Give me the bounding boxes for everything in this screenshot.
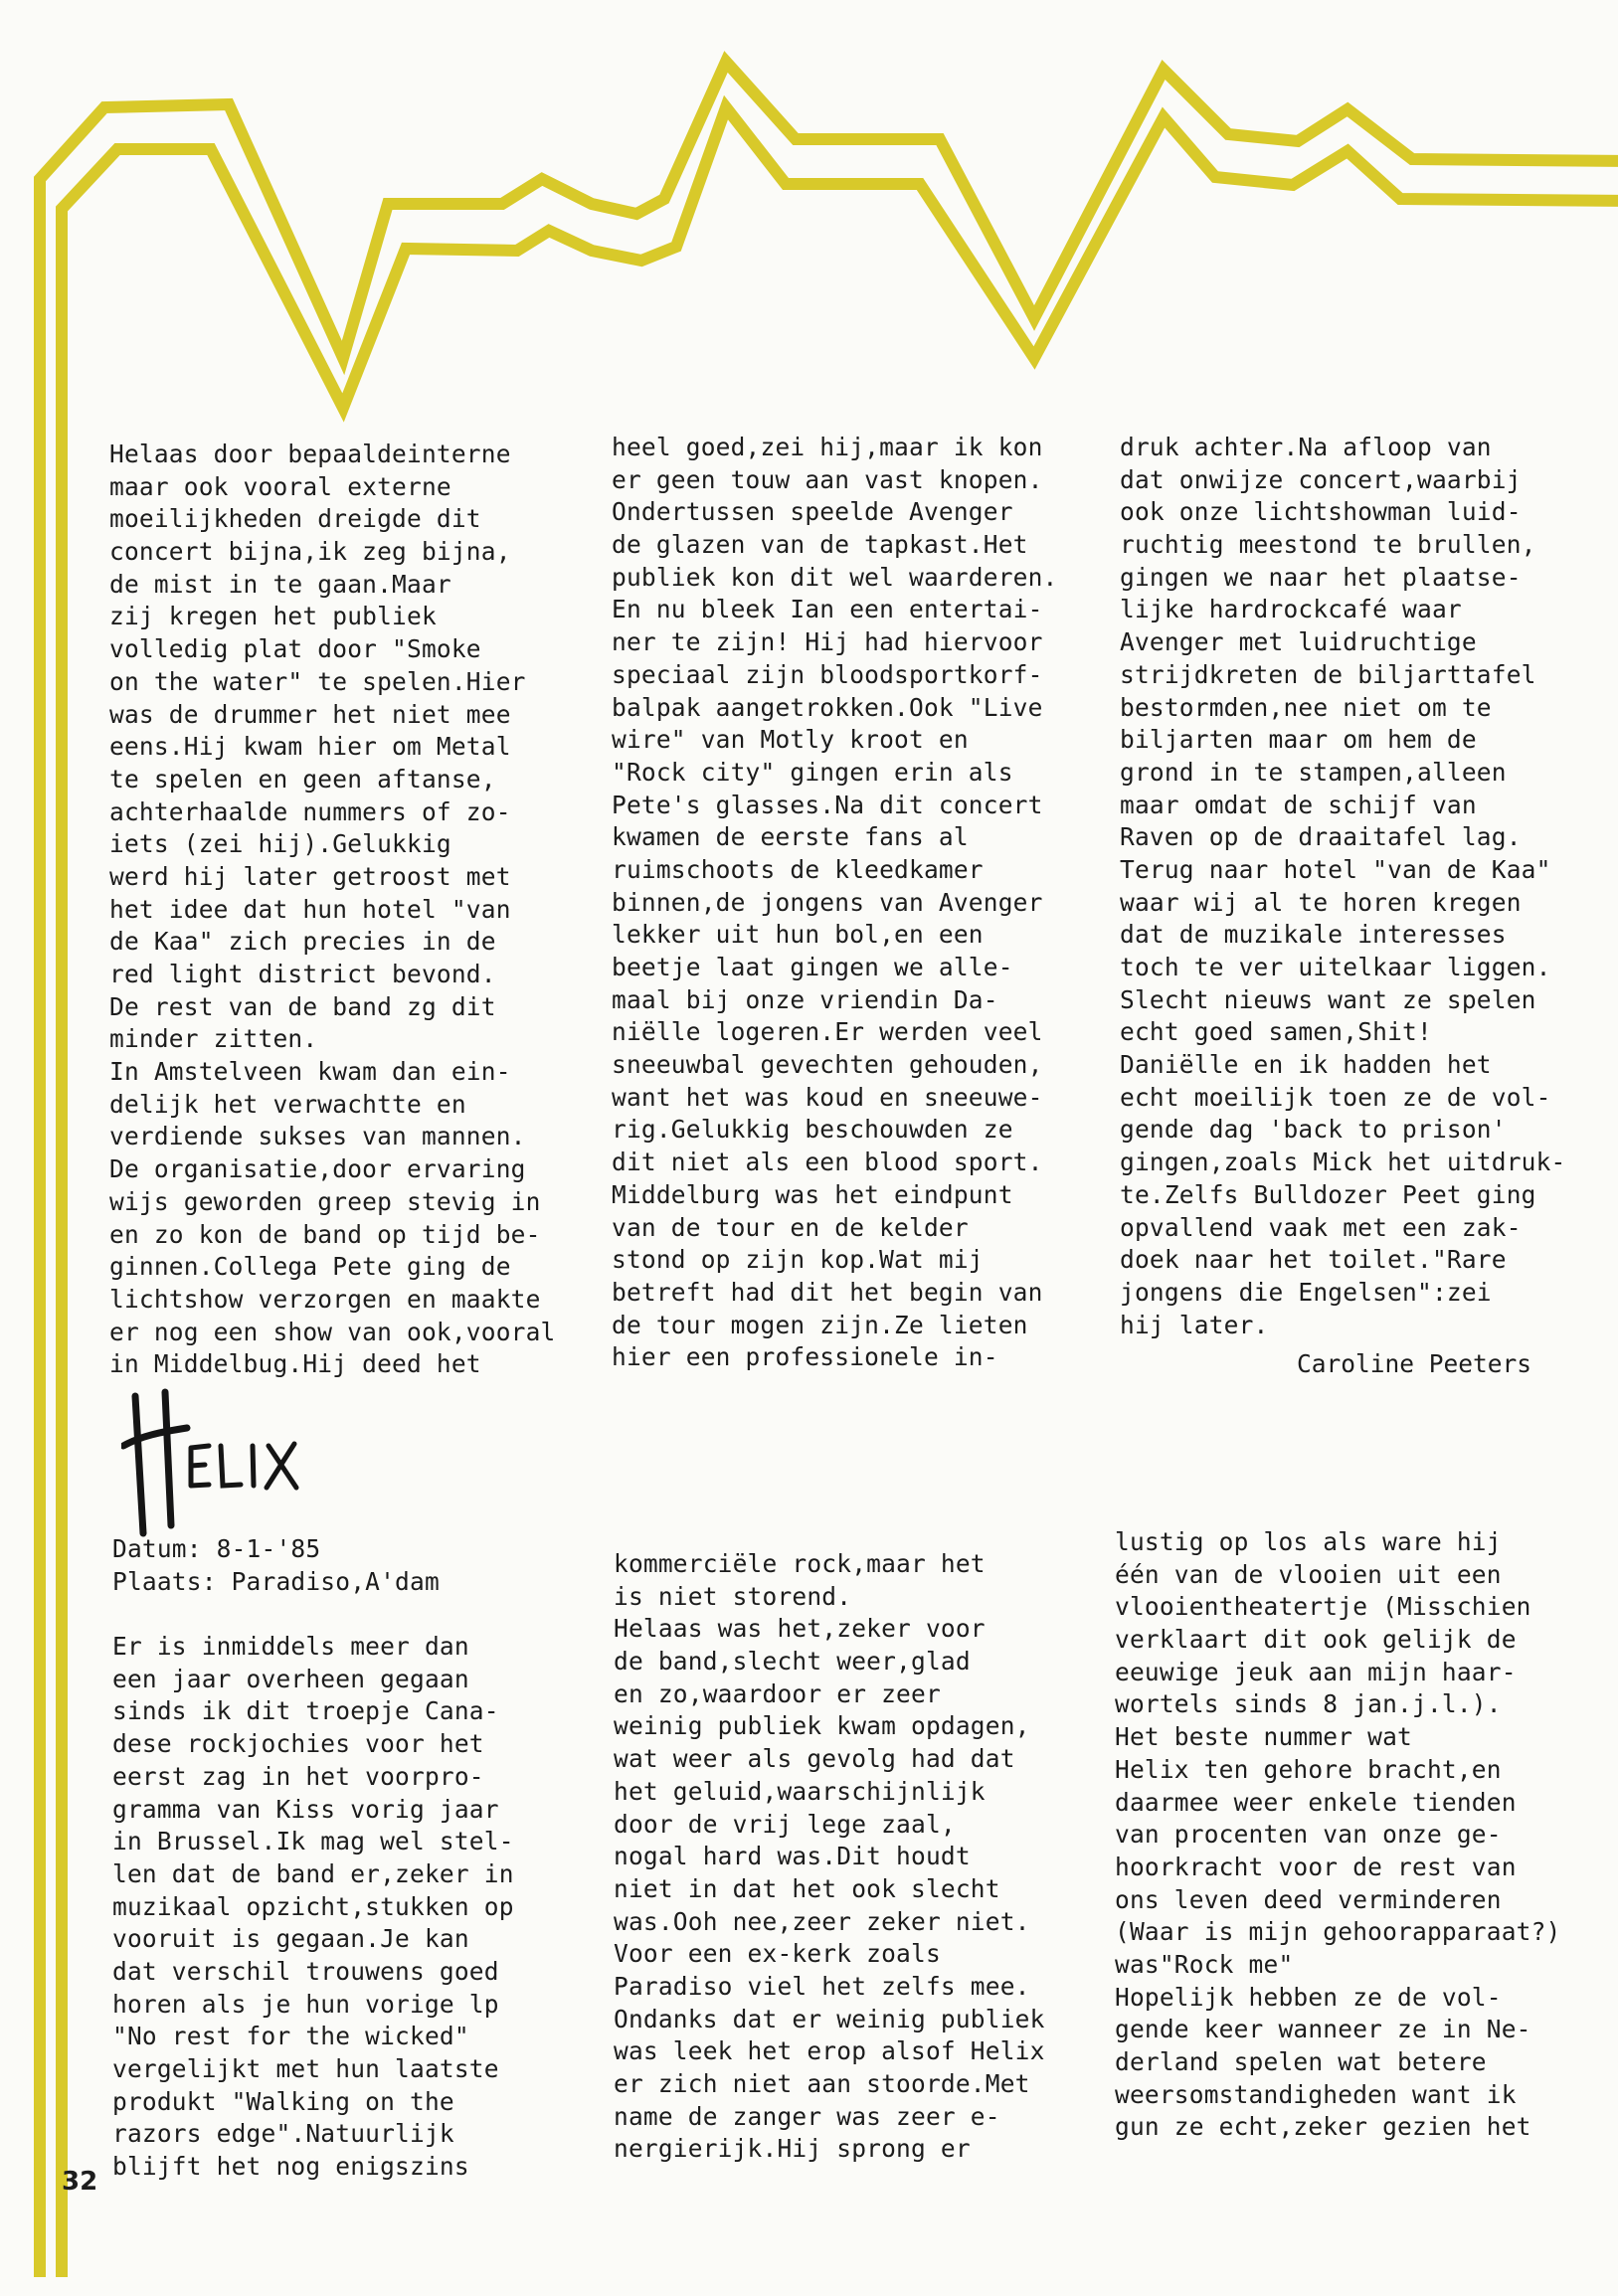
text-line: De rest van de band zg dit (109, 991, 496, 1021)
text-line: produkt "Walking on the (112, 2086, 454, 2116)
text-line: vooruit is gegaan.Je kan (112, 1924, 469, 1954)
text-line: gende keer wanneer ze in Ne- (1115, 2015, 1531, 2044)
text-line: wat weer als gevolg had dat (614, 1744, 1015, 1774)
text-line: er nog een show van ook,vooral (109, 1317, 556, 1346)
text-line: red light district bevond. (109, 960, 496, 988)
text-line: echt moeilijk toen ze de vol- (1120, 1082, 1551, 1112)
text-line: lijke hardrockcafé waar (1120, 595, 1462, 624)
text-line: de band,slecht weer,glad (614, 1647, 971, 1677)
text-line: eerst zag in het voorpro- (112, 1761, 484, 1791)
text-line: dat verschil trouwens goed (112, 1956, 499, 1986)
text-line: strijdkreten de biljarttafel (1120, 659, 1536, 689)
text-line: dat onwijze concert,waarbij (1120, 464, 1522, 494)
text-line: iets (zei hij).Gelukkig (109, 829, 451, 859)
text-line: muzikaal opzicht,stukken op (112, 1891, 514, 1921)
article2-column-1 (112, 1533, 514, 2184)
text-line: door de vrij lege zaal, (614, 1809, 956, 1839)
text-line: Middelburg was het eindpunt (612, 1179, 1013, 1209)
text-line: horen als je hun vorige lp (112, 1989, 499, 2019)
text-line: beetje laat gingen we alle- (612, 953, 1013, 981)
text-line: wire" van Motly kroot en (612, 725, 969, 755)
text-line: er geen touw aan vast knopen. (612, 464, 1043, 494)
text-line: was"Rock me" (1115, 1949, 1294, 1979)
text-line: Datum: 8-1-'85 (112, 1534, 321, 1563)
text-line: gramma van Kiss vorig jaar (112, 1794, 499, 1824)
text-line: een jaar overheen gegaan (112, 1664, 469, 1693)
text-line: minder zitten. (109, 1024, 318, 1054)
text-line: rig.Gelukkig beschouwden ze (612, 1115, 1013, 1145)
text-line: derland spelen wat betere (1115, 2047, 1487, 2076)
text-line: ruimschoots de kleedkamer (612, 854, 984, 884)
text-line: gingen we naar het plaatse- (1120, 562, 1522, 592)
text-line: stond op zijn kop.Wat mij (612, 1245, 984, 1275)
text-line: delijk het verwachtte en (109, 1089, 466, 1119)
text-line: maar omdat de schijf van (1120, 790, 1477, 819)
text-line: Ondanks dat er weinig publiek (614, 2004, 1045, 2033)
text-line: razors edge".Natuurlijk (112, 2119, 454, 2149)
text-line: hij later. (1120, 1310, 1269, 1339)
text-line: één van de vlooien uit een (1115, 1559, 1502, 1589)
text-line: Hopelijk hebben ze de vol- (1115, 1982, 1502, 2012)
text-line: achterhaalde nummers of zo- (109, 796, 511, 826)
text-line: moeilijkheden dreigde dit (109, 504, 481, 534)
text-line: gingen,zoals Mick het uitdruk- (1120, 1148, 1566, 1177)
text-line: ginnen.Collega Pete ging de (109, 1252, 511, 1282)
text-line: weersomstandigheden want ik (1115, 2079, 1517, 2109)
text-line: "Rock city" gingen erin als (612, 757, 1013, 787)
text-line: Helix ten gehore bracht,en (1115, 1754, 1502, 1784)
text-line: speciaal zijn bloodsportkorf- (612, 659, 1043, 689)
text-line: niëlle logeren.Er werden veel (612, 1017, 1043, 1047)
text-line: Raven op de draaitafel lag. (1120, 822, 1522, 852)
article2-column-2 (614, 1548, 1045, 2166)
text-line: ons leven deed verminderen (1115, 1884, 1502, 1914)
article2-column-3 (1115, 1526, 1561, 2144)
text-line: En nu bleek Ian een entertai- (612, 595, 1043, 624)
text-line: Helaas door bepaaldeinterne (109, 440, 511, 468)
text-line: lekker uit hun bol,en een (612, 920, 984, 950)
text-line: Er is inmiddels meer dan (112, 1632, 469, 1662)
text-line: biljarten maar om hem de (1120, 725, 1477, 755)
article1-column-3 (1120, 432, 1566, 1341)
text-line: eens.Hij kwam hier om Metal (109, 732, 511, 762)
helix-logo (121, 1388, 320, 1537)
text-line: het idee dat hun hotel "van (109, 894, 511, 924)
text-line: Plaats: Paradiso,A'dam (112, 1566, 440, 1596)
text-line: len dat de band er,zeker in (112, 1858, 514, 1888)
text-line: was de drummer het niet mee (109, 699, 511, 729)
text-line: grond in te stampen,alleen (1120, 757, 1507, 787)
text-line: er zich niet aan stoorde.Met (614, 2069, 1030, 2098)
text-line: opvallend vaak met een zak- (1120, 1212, 1522, 1242)
text-line: heel goed,zei hij,maar ik kon (612, 433, 1043, 461)
text-line: niet in dat het ook slecht (614, 1873, 1000, 1903)
text-line: kommerciële rock,maar het (614, 1549, 986, 1578)
text-line: De organisatie,door ervaring (109, 1154, 526, 1184)
text-line: Ondertussen speelde Avenger (612, 497, 1013, 527)
text-line: volledig plat door "Smoke (109, 634, 481, 664)
text-line: van de tour en de kelder (612, 1212, 969, 1242)
text-line: gende dag 'back to prison' (1120, 1115, 1507, 1145)
text-line: te spelen en geen aftanse, (109, 764, 496, 794)
text-line: publiek kon dit wel waarderen. (612, 562, 1058, 592)
text-line: In Amstelveen kwam dan ein- (109, 1057, 511, 1087)
article1-column-2 (612, 432, 1058, 1374)
text-line: de glazen van de tapkast.Het (612, 530, 1028, 560)
text-line: in Middelbug.Hij deed het (109, 1349, 481, 1379)
text-line: verklaart dit ook gelijk de (1115, 1625, 1517, 1655)
text-line: dese rockjochies voor het (112, 1729, 484, 1759)
text-line: de mist in te gaan.Maar (109, 569, 451, 599)
text-line: de tour mogen zijn.Ze lieten (612, 1310, 1028, 1339)
text-line: betreft had dit het begin van (612, 1277, 1043, 1307)
text-line: verdiende sukses van mannen. (109, 1122, 526, 1151)
text-line: maal bij onze vriendin Da- (612, 984, 998, 1014)
text-line: werd hij later getroost met (109, 861, 511, 891)
text-line: waar wij al te horen kregen (1120, 887, 1522, 917)
text-line: binnen,de jongens van Avenger (612, 887, 1043, 917)
text-line: kwamen de eerste fans al (612, 822, 969, 852)
text-line: het geluid,waarschijnlijk (614, 1776, 986, 1806)
text-line: Voor een ex-kerk zoals (614, 1939, 941, 1969)
text-line: name de zanger was zeer e- (614, 2101, 1000, 2131)
text-line: hier een professionele in- (612, 1342, 998, 1372)
text-line: daarmee weer enkele tienden (1115, 1787, 1517, 1817)
author-signature: Caroline Peeters (1297, 1349, 1532, 1378)
text-line: lustig op los als ware hij (1115, 1527, 1502, 1556)
text-line: wijs geworden greep stevig in (109, 1186, 541, 1216)
text-line: dat de muzikale interesses (1120, 920, 1507, 950)
text-line: lichtshow verzorgen en maakte (109, 1284, 541, 1314)
text-line: ook onze lichtshowman luid- (1120, 497, 1522, 527)
text-line: was leek het erop alsof Helix (614, 2036, 1045, 2066)
text-line: on the water" te spelen.Hier (109, 666, 526, 696)
text-line: (Waar is mijn gehoorapparaat?) (1115, 1917, 1561, 1947)
text-line: te.Zelfs Bulldozer Peet ging (1120, 1179, 1536, 1209)
text-line: vlooientheatertje (Misschien (1115, 1592, 1531, 1622)
text-line: ruchtig meestond te brullen, (1120, 530, 1536, 560)
text-line: nergierijk.Hij sprong er (614, 2134, 971, 2164)
text-line: druk achter.Na afloop van (1120, 433, 1492, 461)
text-line: eeuwige jeuk aan mijn haar- (1115, 1657, 1517, 1686)
text-line: de Kaa" zich precies in de (109, 927, 496, 957)
text-line: was.Ooh nee,zeer zeker niet. (614, 1906, 1030, 1936)
text-line: echt goed samen,Shit! (1120, 1017, 1432, 1047)
text-line: Daniëlle en ik hadden het (1120, 1050, 1492, 1080)
text-line: is niet storend. (614, 1581, 852, 1611)
text-line: Helaas was het,zeker voor (614, 1614, 986, 1644)
text-line: maar ook vooral externe (109, 471, 451, 501)
text-line: Slecht nieuws want ze spelen (1120, 984, 1536, 1014)
text-line: Pete's glasses.Na dit concert (612, 790, 1043, 819)
text-line: sinds ik dit troepje Cana- (112, 1696, 499, 1726)
text-line: doek naar het toilet."Rare (1120, 1245, 1507, 1275)
text-line: in Brussel.Ik mag wel stel- (112, 1827, 514, 1856)
text-line: concert bijna,ik zeg bijna, (109, 537, 511, 567)
text-line: Paradiso viel het zelfs mee. (614, 1971, 1030, 2001)
text-line: dit niet als een blood sport. (612, 1148, 1043, 1177)
text-line: want het was koud en sneeuwe- (612, 1082, 1043, 1112)
text-line: Het beste nummer wat (1115, 1722, 1413, 1752)
text-line: vergelijkt met hun laatste (112, 2054, 499, 2083)
text-line: balpak aangetrokken.Ook "Live (612, 692, 1043, 722)
text-line: toch te ver uitelkaar liggen. (1120, 953, 1551, 981)
text-line: en zo kon de band op tijd be- (109, 1219, 541, 1249)
text-line: sneeuwbal gevechten gehouden, (612, 1050, 1043, 1080)
text-line: Terug naar hotel "van de Kaa" (1120, 854, 1551, 884)
page-number: 32 (62, 2167, 98, 2197)
text-line: weinig publiek kwam opdagen, (614, 1711, 1030, 1741)
text-line: gun ze echt,zeker gezien het (1115, 2112, 1531, 2142)
text-line: "No rest for the wicked" (112, 2022, 469, 2051)
text-line: bestormden,nee niet om te (1120, 692, 1492, 722)
text-line: ner te zijn! Hij had hiervoor (612, 627, 1043, 657)
text-line: en zo,waardoor er zeer (614, 1678, 941, 1708)
text-line: nogal hard was.Dit houdt (614, 1842, 971, 1871)
text-line: hoorkracht voor de rest van (1115, 1852, 1517, 1881)
text-line: jongens die Engelsen":zei (1120, 1277, 1492, 1307)
text-line: Avenger met luidruchtige (1120, 627, 1477, 657)
text-line: blijft het nog enigszins (112, 2152, 469, 2182)
article1-column-1 (109, 439, 556, 1381)
text-line: wortels sinds 8 jan.j.l.). (1115, 1689, 1502, 1719)
text-line: van procenten van onze ge- (1115, 1820, 1502, 1850)
text-line (112, 1598, 514, 1631)
text-line: zij kregen het publiek (109, 602, 437, 631)
